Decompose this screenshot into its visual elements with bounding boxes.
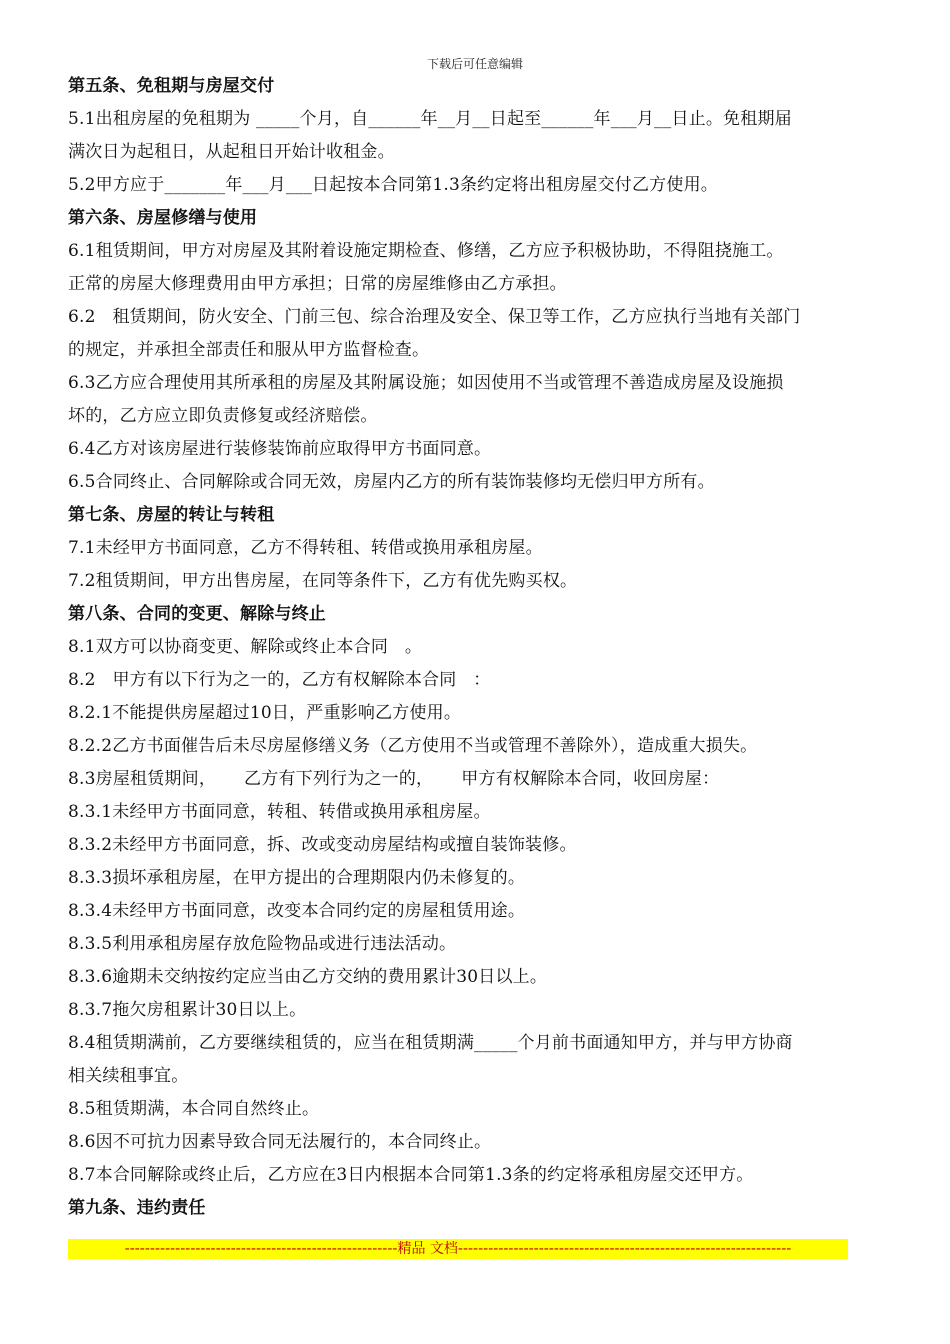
clause-line: 坏的，乙方应立即负责修复或经济赔偿。 bbox=[68, 406, 378, 426]
header-note: 下载后可任意编辑 bbox=[426, 57, 523, 71]
section-heading: 第五条、免租期与房屋交付 bbox=[68, 76, 275, 96]
clause-line: 6.4乙方对该房屋进行装修装饰前应取得甲方书面同意。 bbox=[68, 439, 492, 459]
clause-line: 8.6因不可抗力因素导致合同无法履行的，本合同终止。 bbox=[68, 1132, 492, 1152]
clause-line: 8.3.5利用承租房屋存放危险物品或进行违法活动。 bbox=[68, 934, 457, 954]
clause-line: 8.4租赁期满前，乙方要继续租赁的，应当在租赁期满_____个月前书面通知甲方，并与甲方协商 bbox=[68, 1033, 793, 1053]
clause-line: 8.3.4未经甲方书面同意，改变本合同约定的房屋租赁用途。 bbox=[68, 901, 526, 921]
clause-line: 正常的房屋大修理费用由甲方承担；日常的房屋维修由乙方承担。 bbox=[68, 274, 567, 294]
clause-line: 8.3.1未经甲方书面同意，转租、转借或换用承租房屋。 bbox=[68, 802, 491, 822]
clause-line: 7.1未经甲方书面同意，乙方不得转租、转借或换用承租房屋。 bbox=[68, 538, 543, 558]
section-heading: 第六条、房屋修缮与使用 bbox=[68, 208, 258, 228]
clause-line: 的规定，并承担全部责任和服从甲方监督检查。 bbox=[68, 340, 430, 360]
clause-line: 6.1租赁期间，甲方对房屋及其附着设施定期检查、修缮，乙方应予积极协助，不得阻挠施工。 bbox=[68, 241, 784, 261]
clause-line: 8.2 甲方有以下行为之一的，乙方有权解除本合同 ： bbox=[68, 670, 491, 690]
clause-line: 8.3.6逾期未交纳按约定应当由乙方交纳的费用累计30日以上。 bbox=[68, 967, 548, 987]
section-heading: 第八条、合同的变更、解除与终止 bbox=[68, 604, 326, 624]
clause-line: 5.1出租房屋的免租期为 _____个月，自______年__月__日起至______年___月__日止。免租期届 bbox=[68, 109, 792, 129]
section-heading: 第七条、房屋的转让与转租 bbox=[68, 505, 275, 525]
clause-line: 8.5租赁期满，本合同自然终止。 bbox=[68, 1099, 320, 1119]
footer-banner: ------------------------------------------------------精品 文档------------------------------------------------------------------ bbox=[68, 1239, 848, 1259]
clause-line: 8.7本合同解除或终止后，乙方应在3日内根据本合同第1.3条的约定将承租房屋交还甲方。 bbox=[68, 1165, 754, 1185]
contract-body bbox=[68, 70, 883, 1225]
section-heading: 第九条、违约责任 bbox=[68, 1198, 206, 1218]
clause-line: 相关续租事宜。 bbox=[68, 1066, 189, 1086]
clause-line: 5.2甲方应于_______年___月___日起按本合同第1.3条约定将出租房屋交付乙方使用。 bbox=[68, 175, 718, 195]
clause-line: 6.3乙方应合理使用其所承租的房屋及其附属设施；如因使用不当或管理不善造成房屋及设施损 bbox=[68, 373, 784, 393]
clause-line: 6.5合同终止、合同解除或合同无效，房屋内乙方的所有装饰装修均无偿归甲方所有。 bbox=[68, 472, 715, 492]
clause-line: 6.2 租赁期间，防火安全、门前三包、综合治理及安全、保卫等工作，乙方应执行当地有关部门 bbox=[68, 307, 801, 327]
clause-line: 8.3.7拖欠房租累计30日以上。 bbox=[68, 1000, 307, 1020]
clause-line: 8.1双方可以协商变更、解除或终止本合同 。 bbox=[68, 637, 423, 657]
clause-line: 8.2.1不能提供房屋超过10日，严重影响乙方使用。 bbox=[68, 703, 462, 723]
clause-line: 8.3.2未经甲方书面同意，拆、改或变动房屋结构或擅自装饰装修。 bbox=[68, 835, 577, 855]
clause-line: 8.2.2乙方书面催告后未尽房屋修缮义务（乙方使用不当或管理不善除外），造成重大损失。 bbox=[68, 736, 758, 756]
clause-line: 8.3房屋租赁期间， 乙方有下列行为之一的， 甲方有权解除本合同，收回房屋： bbox=[68, 769, 720, 789]
clause-line: 满次日为起租日，从起租日开始计收租金。 bbox=[68, 142, 395, 162]
clause-line: 7.2租赁期间，甲方出售房屋，在同等条件下，乙方有优先购买权。 bbox=[68, 571, 578, 591]
clause-line: 8.3.3损坏承租房屋，在甲方提出的合理期限内仍未修复的。 bbox=[68, 868, 526, 888]
